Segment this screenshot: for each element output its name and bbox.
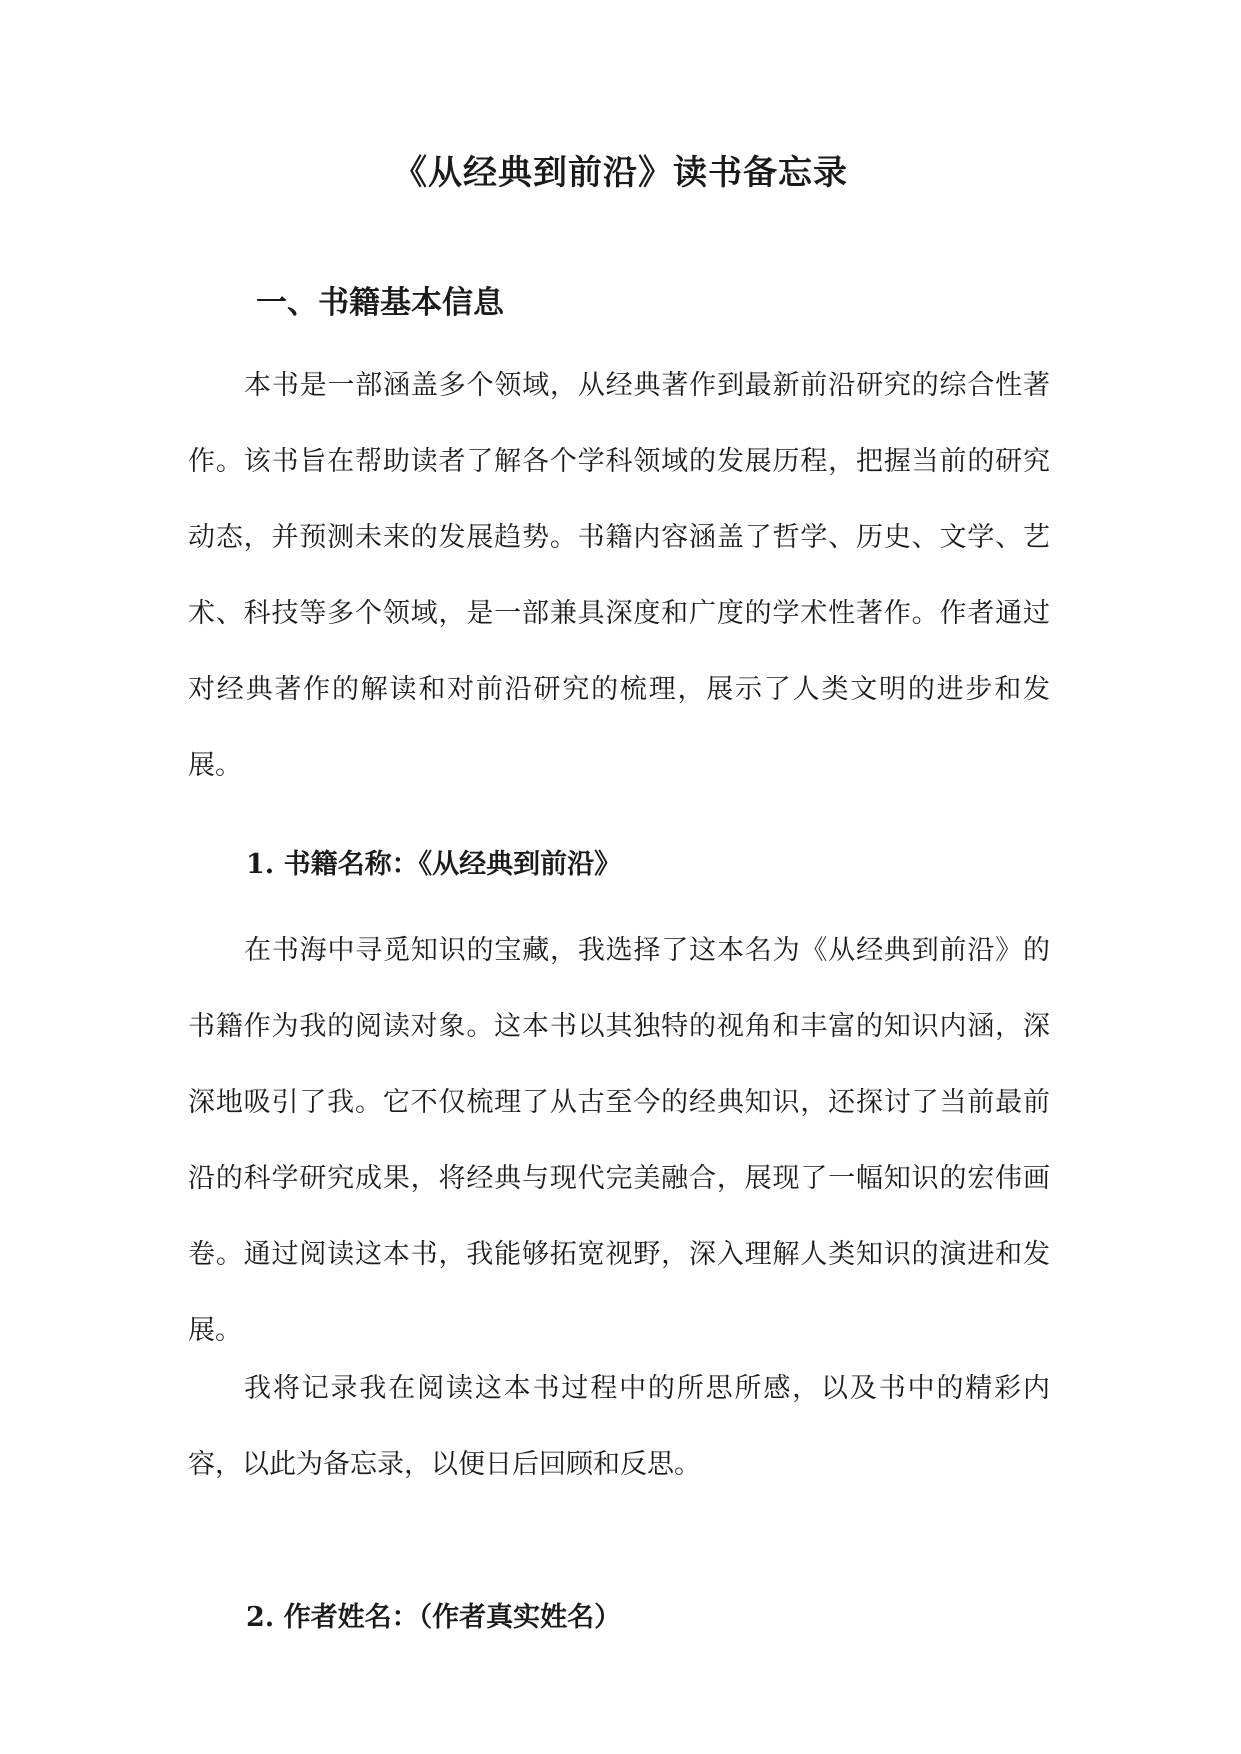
subheading-author-name: 2. 作者姓名：（作者真实姓名） (246, 1602, 622, 1633)
intro-paragraph: 本书是一部涵盖多个领域，从经典著作到最新前沿研究的综合性著作。该书旨在帮助读者了解各个学科领域的发展历程，把握当前的研究动态，并预测未来的发展趋势。书籍内容涵盖了哲学、历史、文学、艺术、科技等多个领域，是一部兼具深度和广度的学术性著作。作者通过对经典著作的解读和对前沿研究的梳理，展示了人类文明的进步和发展。 (188, 370, 1050, 781)
subheading-book-title: 1. 书籍名称：《从经典到前沿》 (246, 849, 622, 880)
book-title-paragraph-1: 在书海中寻觅知识的宝藏，我选择了这本名为《从经典到前沿》的书籍作为我的阅读对象。这本书以其独特的视角和丰富的知识内涵，深深地吸引了我。它不仅梳理了从古至今的经典知识，还探讨了当前最前沿的科学研究成果，将经典与现代完美融合，展现了一幅知识的宏伟画卷。通过阅读这本书，我能够拓宽视野，深入理解人类知识的演进和发展。 (188, 935, 1050, 1346)
book-title-paragraph-2: 我将记录我在阅读这本书过程中的所思所感，以及书中的精彩内容，以此为备忘录，以便日后回顾和反思。 (188, 1373, 1050, 1480)
section-heading-basic-info: 一、书籍基本信息 (256, 285, 504, 321)
document-title: 《从经典到前沿》读书备忘录 (393, 153, 848, 193)
